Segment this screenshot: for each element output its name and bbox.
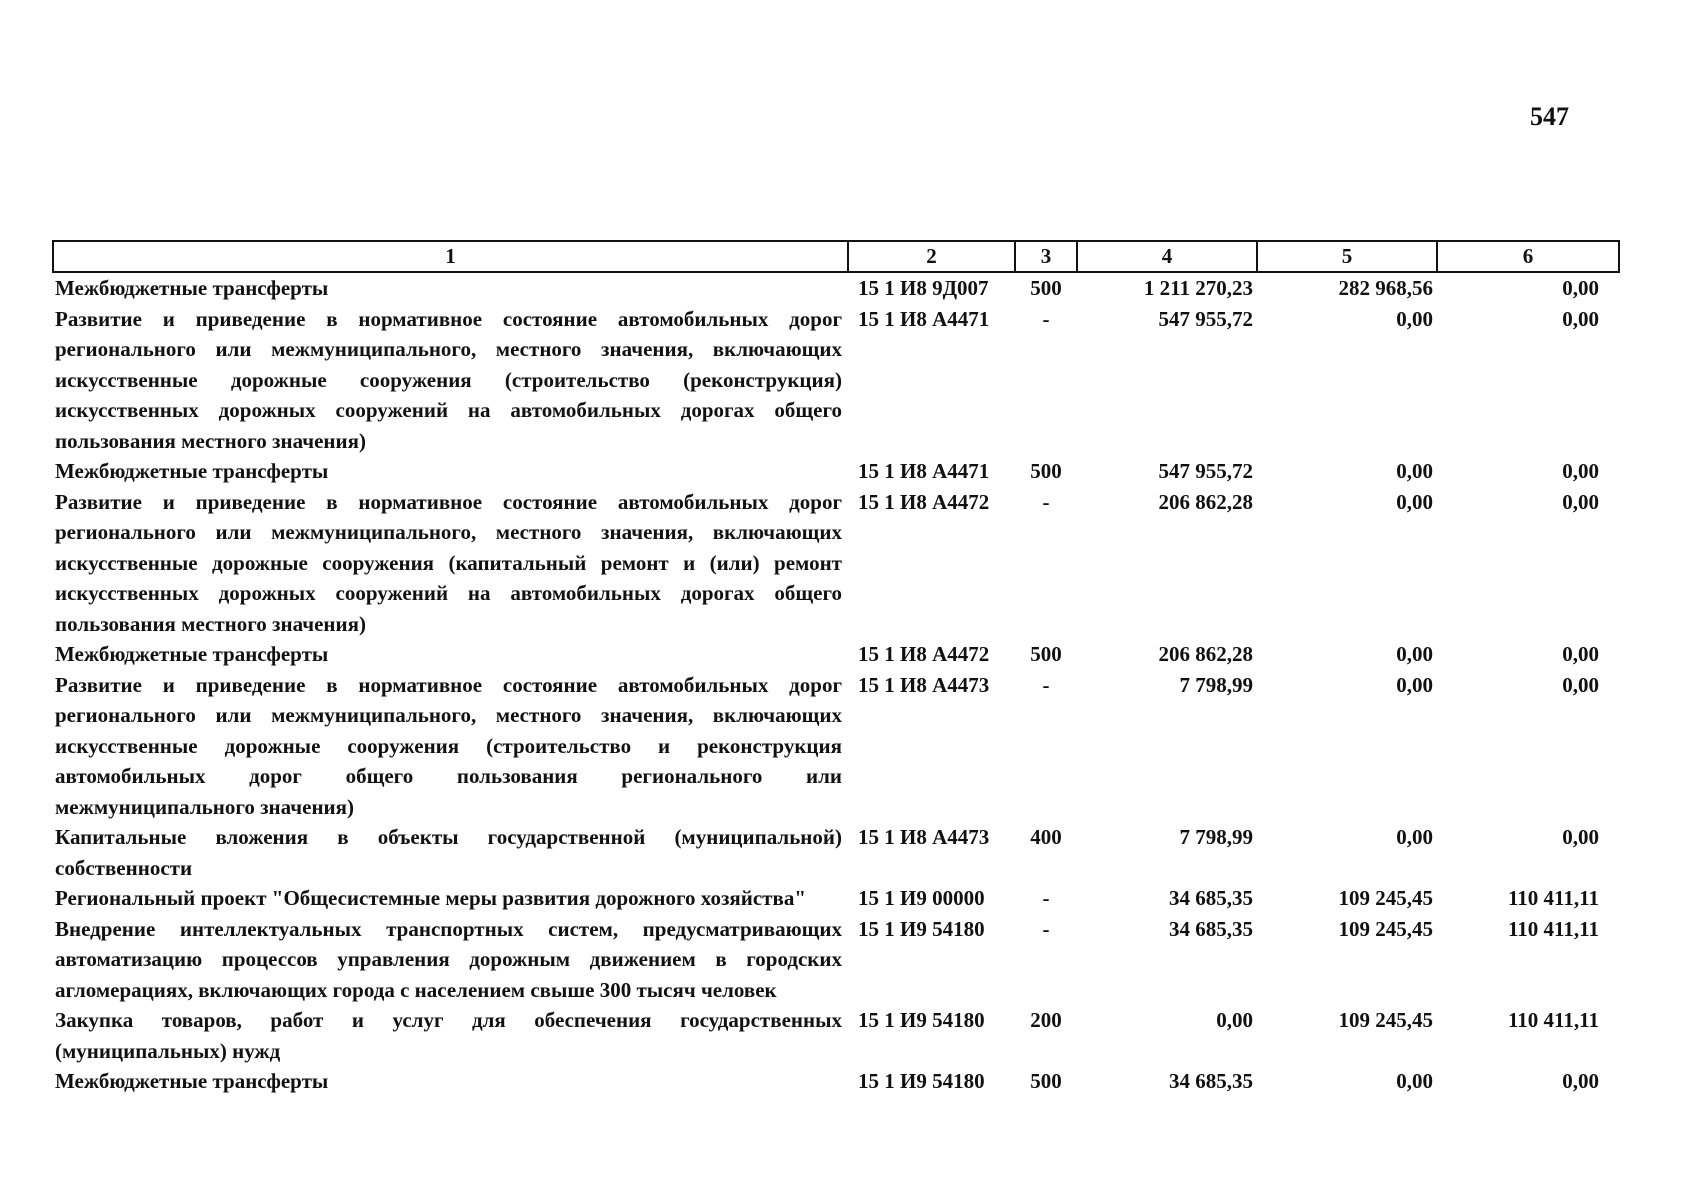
row-value-col5: 0,00 (1396, 825, 1433, 849)
row-name: Региональный проект "Общесистемные меры развития дорожного хозяйства" (55, 886, 806, 910)
budget-table (52, 240, 1620, 1097)
row-value-col5: 109 245,45 (1338, 916, 1433, 941)
table-row (53, 670, 1619, 823)
row-value-col6: 110 411,11 (1507, 916, 1599, 941)
row-value-col5: 0,00 (1396, 459, 1433, 483)
row-code: 15 1 И8 А4471 (858, 306, 990, 331)
row-expense-type: 500 (1030, 276, 1062, 300)
row-expense-type: - (1042, 306, 1050, 331)
row-code: 15 1 И8 А4472 (858, 489, 990, 514)
row-value-col6: 0,00 (1562, 489, 1599, 514)
row-name: Межбюджетные трансферты (55, 459, 329, 483)
row-value-col6: 0,00 (1562, 672, 1599, 697)
row-code: 15 1 И9 54180 (858, 1069, 985, 1093)
row-value-col4: 7 798,99 (1179, 672, 1253, 697)
row-value-col5: 0,00 (1396, 642, 1433, 666)
row-value-col6: 0,00 (1562, 825, 1599, 849)
row-value-col4: 34 685,35 (1169, 886, 1253, 910)
row-value-col4: 0,00 (1216, 1008, 1253, 1032)
column-header-3: 3 (1015, 241, 1077, 272)
budget-table-container (52, 240, 1618, 1097)
row-value-col4: 7 798,99 (1179, 825, 1253, 849)
row-value-col6: 0,00 (1562, 1069, 1599, 1093)
row-code: 15 1 И9 54180 (858, 916, 985, 941)
table-row (53, 639, 1619, 670)
row-value-col4: 547 955,72 (1158, 459, 1253, 483)
row-name: Развитие и приведение в нормативное состояние автомобильных дорог регионального или межмуниципального, местного значения, включающих искусственные дорожные сооружения (строительство (реконструкция) искусственных дорожных сооружений на автомобильных дорогах общего пользования местного значения) (55, 306, 842, 453)
table-body (53, 272, 1619, 1097)
row-code: 15 1 И9 54180 (858, 1008, 985, 1032)
table-row (53, 914, 1619, 1006)
row-code: 15 1 И8 9Д007 (858, 276, 989, 300)
column-header-1: 1 (53, 241, 848, 272)
row-name: Развитие и приведение в нормативное состояние автомобильных дорог регионального или межмуниципального, местного значения, включающих искусственные дорожные сооружения (капитальный ремонт и (или) ремонт искусственных дорожных сооружений на автомобильных дорогах общего пользования местного значения) (55, 489, 842, 636)
row-expense-type: - (1042, 916, 1050, 941)
row-value-col6: 0,00 (1562, 459, 1599, 483)
row-value-col4: 547 955,72 (1158, 306, 1253, 331)
table-row (53, 883, 1619, 914)
row-code: 15 1 И8 А4473 (858, 672, 990, 697)
row-name: Развитие и приведение в нормативное состояние автомобильных дорог регионального или межмуниципального, местного значения, включающих искусственные дорожные сооружения (строительство и реконструкция автомобильных дорог общего пользования регионального или межмуниципального значения) (55, 672, 842, 819)
page-number: 547 (1530, 102, 1569, 131)
row-code: 15 1 И8 А4471 (858, 459, 990, 483)
table-row (53, 272, 1619, 304)
row-expense-type: - (1042, 672, 1050, 697)
table-header (53, 241, 1619, 272)
row-value-col4: 34 685,35 (1169, 916, 1253, 941)
row-expense-type: - (1042, 886, 1050, 910)
column-header-5: 5 (1257, 241, 1437, 272)
row-value-col4: 34 685,35 (1169, 1069, 1253, 1093)
row-value-col5: 282 968,56 (1338, 276, 1433, 300)
table-row (53, 304, 1619, 457)
row-value-col6: 0,00 (1562, 276, 1599, 300)
row-expense-type: 500 (1030, 459, 1062, 483)
row-value-col6: 110 411,11 (1507, 1008, 1599, 1032)
row-expense-type: 500 (1030, 642, 1062, 666)
row-code: 15 1 И8 А4473 (858, 825, 990, 849)
row-name: Закупка товаров, работ и услуг для обеспечения государственных (муниципальных) нужд (55, 1008, 842, 1063)
row-value-col6: 0,00 (1562, 642, 1599, 666)
row-expense-type: - (1042, 489, 1050, 514)
row-name: Межбюджетные трансферты (55, 642, 329, 666)
row-value-col5: 0,00 (1396, 489, 1433, 514)
row-value-col6: 0,00 (1562, 306, 1599, 331)
table-row (53, 487, 1619, 640)
row-value-col4: 206 862,28 (1158, 642, 1253, 666)
row-expense-type: 400 (1030, 825, 1062, 849)
table-row (53, 1066, 1619, 1097)
table-row (53, 822, 1619, 883)
table-row (53, 1005, 1619, 1066)
row-value-col6: 110 411,11 (1507, 886, 1599, 910)
row-expense-type: 200 (1030, 1008, 1062, 1032)
column-header-2: 2 (848, 241, 1015, 272)
row-value-col4: 206 862,28 (1158, 489, 1253, 514)
header-row (53, 241, 1619, 272)
row-value-col5: 109 245,45 (1338, 1008, 1433, 1032)
row-name: Капитальные вложения в объекты государственной (муниципальной) собственности (55, 825, 842, 880)
row-value-col4: 1 211 270,23 (1143, 276, 1253, 300)
row-value-col5: 0,00 (1396, 1069, 1433, 1093)
row-name: Межбюджетные трансферты (55, 1069, 329, 1093)
column-header-4: 4 (1077, 241, 1257, 272)
row-value-col5: 0,00 (1396, 306, 1433, 331)
row-expense-type: 500 (1030, 1069, 1062, 1093)
row-name: Межбюджетные трансферты (55, 276, 329, 300)
row-value-col5: 0,00 (1396, 672, 1433, 697)
column-header-6: 6 (1437, 241, 1619, 272)
table-row (53, 456, 1619, 487)
row-code: 15 1 И8 А4472 (858, 642, 990, 666)
row-name: Внедрение интеллектуальных транспортных систем, предусматривающих автоматизацию процессов управления дорожным движением в городских агломерациях, включающих города с населением свыше 300 тысяч человек (55, 916, 842, 1002)
row-code: 15 1 И9 00000 (858, 886, 985, 910)
row-value-col5: 109 245,45 (1338, 886, 1433, 910)
